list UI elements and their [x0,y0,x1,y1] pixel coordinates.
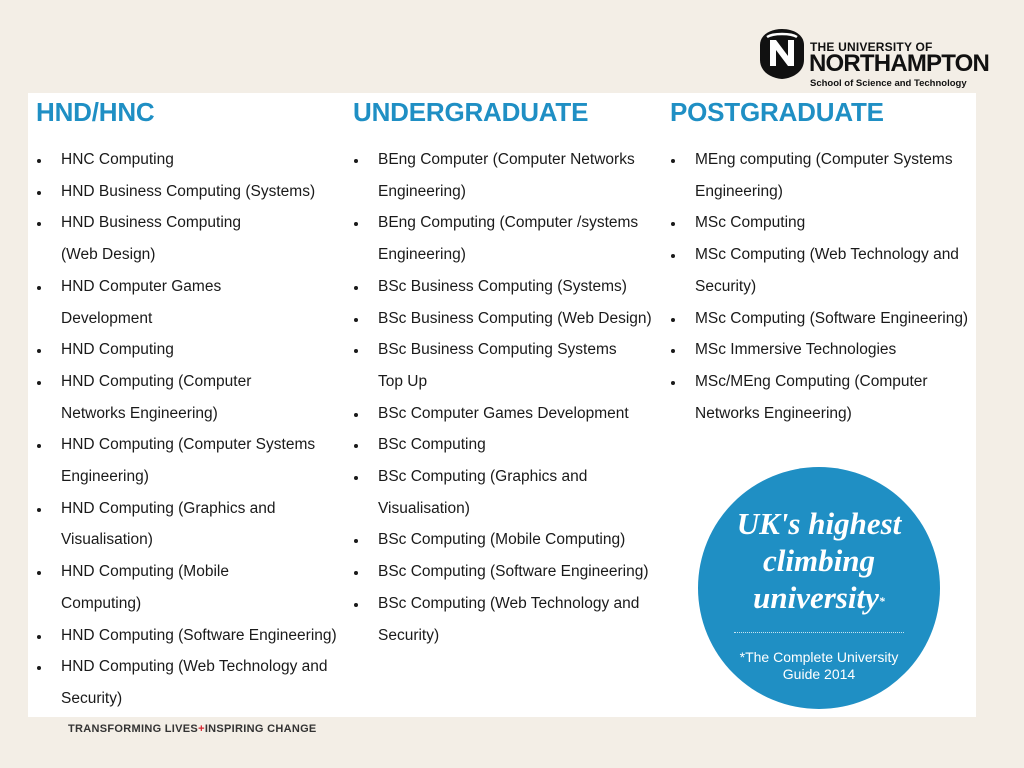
badge-note-line-1: *The Complete University [739,649,899,665]
list-item: HND Computing (Mobile Computing) [28,556,246,619]
column-heading: POSTGRADUATE [670,97,884,127]
logo-line-1: THE UNIVERSITY OF [810,40,933,54]
course-panel [28,93,976,717]
list-item: MEng computing (Computer Systems Engineering) [662,144,965,207]
tagline [68,723,317,735]
list-item: BSc Computing [345,429,653,461]
list-item: HND Computing (Software Engineering) [28,620,351,652]
list-item: MSc/MEng Computing (Computer Networks Engineering) [662,366,945,429]
list-item: BSc Business Computing (Web Design) [345,303,653,335]
list-item: BSc Computing (Mobile Computing) [345,524,653,556]
list-item: HND Computing [28,334,351,366]
list-item: HND Computer Games Development [28,271,246,334]
course-list [345,144,653,651]
list-item: HND Computing (Computer Networks Engineering) [28,366,261,429]
list-item: BEng Computer (Computer Networks Engineering) [345,144,643,207]
ranking-badge [698,467,940,709]
badge-headline [698,505,940,616]
badge-divider [734,632,904,633]
list-item: MSc Immersive Technologies [662,334,968,366]
list-item: HNC Computing [28,144,351,176]
list-item: MSc Computing [662,207,968,239]
badge-line-1: UK's highest [736,506,902,541]
list-item: HND Computing (Graphics and Visualisation) [28,493,283,556]
list-item: BEng Computing (Computer /systems Engineering) [345,207,643,270]
list-item: BSc Computing (Software Engineering) [345,556,653,588]
logo-line-3: School of Science and Technology [810,78,967,89]
list-item: HND Computing (Computer Systems Engineering) [28,429,323,492]
list-item: HND Business Computing (Web Design) [28,207,276,270]
badge-line-2: climbing [763,543,875,578]
column-heading: HND/HNC [36,97,155,127]
list-item: MSc Computing (Web Technology and Security) [662,239,967,302]
tagline-right: INSPIRING CHANGE [204,723,317,735]
logo-line-2: NORTHAMPTON [809,50,990,77]
badge-line-3-wrap [698,579,940,616]
northampton-logo-icon [758,28,806,80]
plus-icon: + [198,723,205,735]
badge-note-line-2: Guide 2014 [782,666,856,682]
badge-note [698,649,940,683]
list-item: HND Computing (Web Technology and Security) [28,651,336,714]
list-item: BSc Computer Games Development [345,398,653,430]
badge-asterisk: * [878,594,885,608]
list-item: BSc Business Computing Systems Top Up [345,334,643,397]
university-logo [758,28,990,90]
list-item: MSc Computing (Software Engineering) [662,303,968,335]
list-item: HND Business Computing (Systems) [28,176,351,208]
column-heading: UNDERGRADUATE [353,97,589,127]
list-item: BSc Computing (Web Technology and Security) [345,588,653,651]
tagline-left: TRANSFORMING LIVES [68,723,199,735]
course-list [662,144,968,429]
list-item: BSc Computing (Graphics and Visualisation) [345,461,598,524]
list-item: BSc Business Computing (Systems) [345,271,653,303]
course-list [28,144,351,715]
badge-line-3: university [753,580,879,615]
